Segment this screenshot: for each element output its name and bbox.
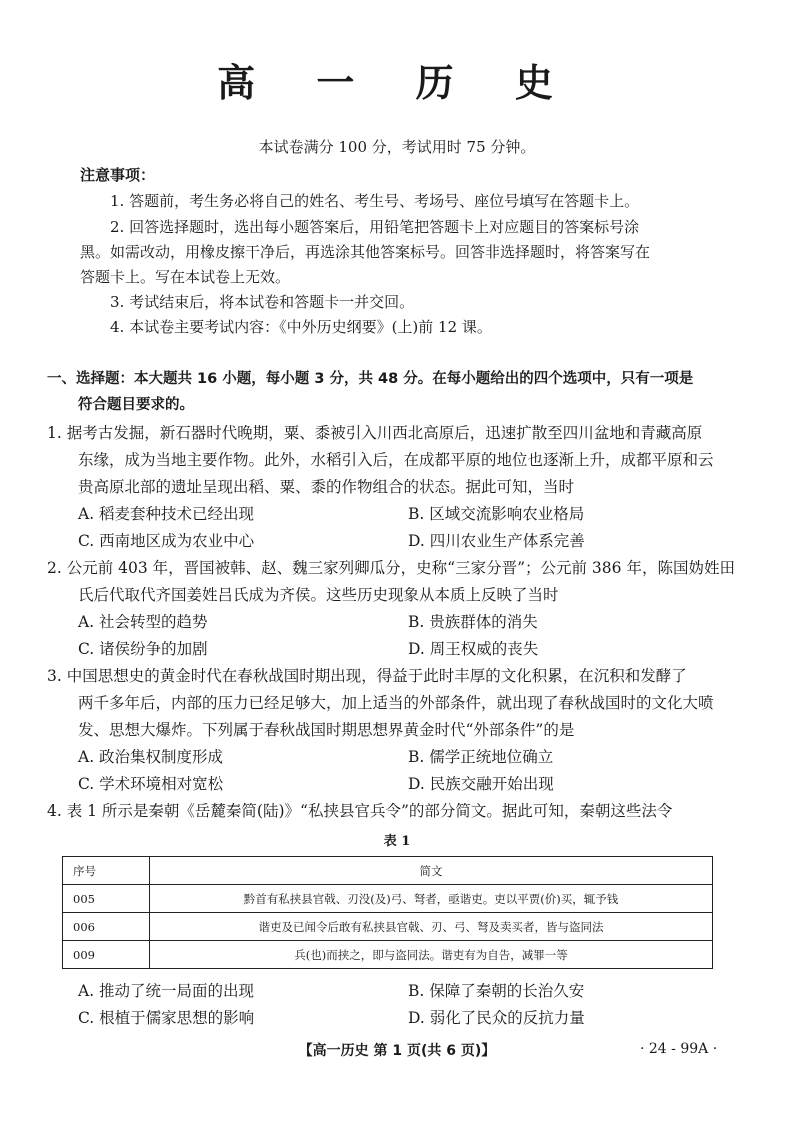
table-caption: 表 1 [383,834,411,849]
question-2-option-b: B. 贵族群体的消失 [408,613,538,631]
exam-info: 本试卷满分 100 分，考试用时 75 分钟。 [258,138,536,156]
question-2-option-c: C. 诸侯纷争的加剧 [78,640,208,658]
notice-line: 1. 答题前，考生务必将自己的姓名、考生号、考场号、座位号填写在答题卡上。 [110,192,640,210]
table-cell-text: 黔首有私挟县官戟、刃没(及)弓、弩者，亟谐吏。吏以平贾(价)买，辄予钱 [150,885,713,913]
question-1-text: 贵高原北部的遗址呈现出稻、粟、黍的作物组合的状态。据此可知，当时 [78,478,575,496]
table-row [63,941,713,969]
table-cell-index: 006 [63,913,150,941]
question-2-option-d: D. 周王权威的丧失 [408,640,539,658]
page-title: 高 一 历 史 [217,61,577,105]
question-1-text: 东缘，成为当地主要作物。此外，水稻引入后，在成都平原的地位也逐渐上升，成都平原和云 [78,451,714,469]
notice-line: 3. 考试结束后，将本试卷和答题卡一并交回。 [110,293,415,311]
table-cell-index: 005 [63,885,150,913]
table-header-text: 简文 [150,857,713,885]
notice-line: 黑。如需改动，用橡皮擦干净后，再选涂其他答案标号。回答非选择题时，将答案写在 [80,243,651,261]
question-4-option-d: D. 弱化了民众的反抗力量 [408,1009,585,1027]
question-3-option-d: D. 民族交融开始出现 [408,775,554,793]
question-4-option-c: C. 根植于儒家思想的影响 [78,1009,255,1027]
question-2-text: 2. 公元前 403 年，晋国被韩、赵、魏三家列卿瓜分，史称“三家分晋”；公元前 386 年，陈国妫姓田 [47,559,735,577]
question-1-option-c: C. 西南地区成为农业中心 [78,532,255,550]
section-heading: 一、选择题：本大题共 16 小题，每小题 3 分，共 48 分。在每小题给出的四个选项中，只有一项是 [47,371,694,387]
table-header-index: 序号 [63,857,150,885]
notice-line: 答题卡上。写在本试卷上无效。 [80,268,291,286]
question-1-option-d: D. 四川农业生产体系完善 [408,532,585,550]
question-2-text: 氏后代取代齐国姜姓吕氏成为齐侯。这些历史现象从本质上反映了当时 [78,586,559,604]
notice-line: 4. 本试卷主要考试内容：《中外历史纲要》(上)前 12 课。 [110,318,492,336]
notice-heading: 注意事项： [80,166,156,184]
question-1-option-b: B. 区域交流影响农业格局 [408,505,585,523]
question-3-option-c: C. 学术环境相对宽松 [78,775,224,793]
page-code: · 24 - 99A · [640,1041,718,1057]
question-4-option-b: B. 保障了秦朝的长治久安 [408,982,585,1000]
question-1-text: 1. 据考古发掘，新石器时代晚期，粟、黍被引入川西北高原后，迅速扩散至四川盆地和青藏高原 [47,424,703,442]
question-3-text: 3. 中国思想史的黄金时代在春秋战国时期出现，得益于此时丰厚的文化积累，在沉积和发酵了 [47,667,687,685]
question-3-option-a: A. 政治集权制度形成 [78,748,224,766]
table-header-row [63,857,713,885]
table-row [63,913,713,941]
question-3-text: 发、思想大爆炸。下列属于春秋战国时期思想界黄金时代“外部条件”的是 [78,721,575,739]
table-cell-index: 009 [63,941,150,969]
question-3-option-b: B. 儒学正统地位确立 [408,748,554,766]
data-table [62,856,713,969]
section-heading-cont: 符合题目要求的。 [78,397,194,413]
question-2-option-a: A. 社会转型的趋势 [78,613,208,631]
notice-line: 2. 回答选择题时，选出每小题答案后，用铅笔把答题卡上对应题目的答案标号涂 [110,218,640,236]
question-4-option-a: A. 推动了统一局面的出现 [78,982,255,1000]
page-footer: 【高一历史 第 1 页(共 6 页)】 [298,1043,496,1059]
question-1-option-a: A. 稻麦套种技术已经出现 [78,505,255,523]
question-4-text: 4. 表 1 所示是秦朝《岳麓秦简(陆)》“私挟县官兵令”的部分简文。据此可知，秦朝这些法令 [47,802,673,820]
table-row [63,885,713,913]
table-cell-text: 谐吏及已闻令后敢有私挟县官戟、刃、弓、弩及卖买者，皆与盗同法 [150,913,713,941]
table-cell-text: 兵(也)而挟之，即与盗同法。谐吏有为自告，减罪一等 [150,941,713,969]
question-3-text: 两千多年后，内部的压力已经足够大，加上适当的外部条件，就出现了春秋战国时的文化大喷 [78,694,714,712]
